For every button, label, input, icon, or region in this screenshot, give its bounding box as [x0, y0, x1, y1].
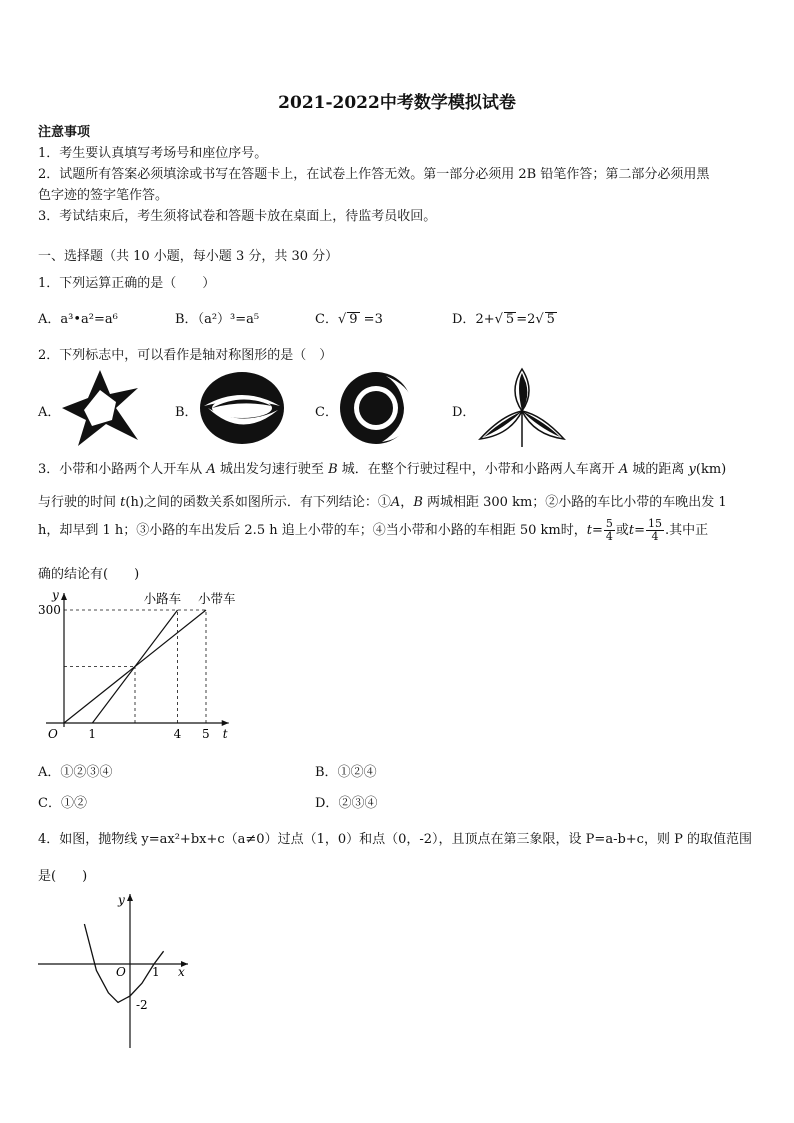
three-petal-logo	[476, 365, 568, 449]
q3-var: A	[390, 495, 401, 510]
y-axis-arrow	[127, 894, 133, 901]
y-tick-label: -2	[136, 998, 148, 1012]
option-label: C．	[38, 796, 61, 811]
page-title: 2021-2022中考数学模拟试卷	[278, 93, 516, 113]
q3-text: =	[591, 523, 603, 538]
q3-var: A	[618, 462, 629, 477]
q3-text: 或	[615, 523, 629, 538]
x-tick-label: 5	[202, 727, 210, 741]
q4-stem-line-1: 4．如图，抛物线 y=ax²+bx+c（a≠0）过点（1，0）和点（0，-2），且顶点在第三象限，设 P=a-b+c，则 P 的取值范围	[38, 832, 752, 847]
parabola-curve	[84, 924, 163, 1002]
y-axis-arrow	[61, 593, 67, 600]
q1-option-c: C．√ 9 =3	[315, 312, 383, 327]
option-label: D．	[452, 312, 476, 327]
option-text: ①②③④	[60, 765, 113, 780]
notice-item: 2．试题所有答案必须填涂或书写在答题卡上，在试卷上作答无效。第一部分必须用 2B 铅笔作答；第二部分必须用黑	[38, 167, 710, 182]
q1-option-b	[175, 308, 259, 327]
q2-option-d-label: D．	[452, 405, 476, 420]
q3-line-3	[38, 518, 708, 543]
q3-text: 与行驶的时间	[38, 495, 121, 510]
option-text: （a²）³=a⁵	[197, 312, 260, 327]
option-label: B．	[175, 312, 198, 327]
option-text: =2	[516, 312, 536, 327]
q3-var: t	[628, 523, 635, 538]
y-axis-label: y	[118, 893, 125, 907]
x-axis-label: t	[222, 727, 228, 741]
fraction-numerator: 5	[605, 517, 613, 530]
option-text: =3	[363, 312, 383, 327]
option-label: A．	[38, 765, 61, 780]
option-label: A．	[38, 312, 61, 327]
fraction	[646, 518, 664, 543]
q3-var: B	[328, 462, 338, 477]
q1-option-a	[38, 308, 118, 327]
q3-line-1	[38, 458, 726, 477]
fraction-denominator: 4	[605, 530, 613, 543]
q3-text: (km)	[695, 462, 727, 477]
fraction	[604, 518, 615, 543]
fraction-denominator: 4	[651, 530, 659, 543]
q3-var: y	[688, 462, 696, 477]
q3-option-b	[315, 761, 377, 780]
x-axis-arrow	[222, 720, 229, 726]
x-tick-label: 1	[152, 965, 160, 979]
q3-option-a	[38, 761, 112, 780]
q3-line-4: 确的结论有( )	[38, 567, 140, 582]
q2-option-a-label: A．	[38, 405, 61, 420]
option-text: ②③④	[338, 796, 378, 811]
option-label: D．	[315, 796, 339, 811]
y-axis-label: y	[52, 588, 59, 602]
q1-stem: 1．下列运算正确的是（ ）	[38, 276, 216, 291]
option-text: a³•a²=a⁶	[60, 312, 118, 327]
fraction-numerator: 15	[648, 517, 663, 530]
radicand: 5	[505, 312, 515, 327]
notice-item: 1．考生要认真填写考场号和座位序号。	[38, 146, 268, 161]
radicand: 9	[349, 312, 358, 327]
q3-option-c	[38, 792, 87, 811]
q3-line-2	[38, 491, 727, 510]
x-tick-label: 1	[88, 727, 97, 741]
q2-option-c-label: C．	[315, 405, 338, 420]
q3-text: 城的距离	[628, 462, 689, 477]
q3-text: h，却早到 1 h；③小路的车出发后 2.5 h 追上小带的车；④当小带和小路的车相距 50 km时，	[38, 523, 587, 538]
q3-text: 城出发匀速行驶至	[215, 462, 329, 477]
option-label: C．	[315, 312, 338, 327]
radicand: 5	[546, 312, 555, 327]
x-tick-label: 4	[173, 727, 182, 741]
notice-item: 色字迹的签字笔作答。	[38, 188, 169, 203]
notice-item: 3．考试结束后，考生须将试卷和答题卡放在桌面上，待监考员收回。	[38, 209, 437, 224]
series-label: 小带车	[198, 591, 236, 606]
spiral-circle-logo	[338, 368, 418, 448]
q3-text: 两城相距 300 km；②小路的车比小带的车晚出发 1	[422, 495, 727, 510]
x-axis-label: x	[178, 965, 185, 979]
q3-var: A	[206, 462, 216, 477]
four-point-star-logo	[60, 368, 140, 448]
q2-stem: 2．下列标志中，可以看作是轴对称图形的是（ ）	[38, 348, 333, 363]
q3-var: t	[120, 495, 126, 510]
origin-label: O	[116, 965, 126, 979]
q4-stem-line-2: 是( )	[38, 869, 88, 884]
option-text: ①②④	[337, 765, 377, 780]
q3-option-d	[315, 792, 377, 811]
q3-text: ，	[400, 495, 414, 510]
q3-text: (h)之间的函数关系如图所示．有下列结论：①	[125, 495, 391, 510]
option-label: B．	[315, 765, 338, 780]
q3-text: .其中正	[665, 523, 709, 538]
option-text: ①②	[60, 796, 87, 811]
origin-label: O	[48, 727, 58, 741]
q3-distance-time-chart	[38, 585, 248, 745]
q3-text: 城．在整个行驶过程中，小带和小路两人车离开	[337, 462, 619, 477]
q4-parabola-chart	[30, 888, 200, 1053]
section-heading: 一、选择题（共 10 小题，每小题 3 分，共 30 分）	[38, 249, 339, 264]
split-oval-logo	[198, 370, 286, 446]
series-label: 小路车	[143, 591, 182, 606]
q1-option-d: D．2+√ 5 =2√ 5	[452, 312, 555, 327]
q3-text: 3．小带和小路两个人开车从	[38, 462, 207, 477]
option-text: 2+	[475, 312, 495, 327]
q2-option-b-label: B．	[175, 405, 198, 420]
q3-var: t	[586, 523, 592, 538]
q3-text: =	[634, 523, 646, 538]
notice-heading: 注意事项	[38, 125, 91, 140]
q3-var: B	[413, 495, 423, 510]
y-tick-label: 300	[38, 603, 61, 617]
series-line	[64, 610, 206, 723]
